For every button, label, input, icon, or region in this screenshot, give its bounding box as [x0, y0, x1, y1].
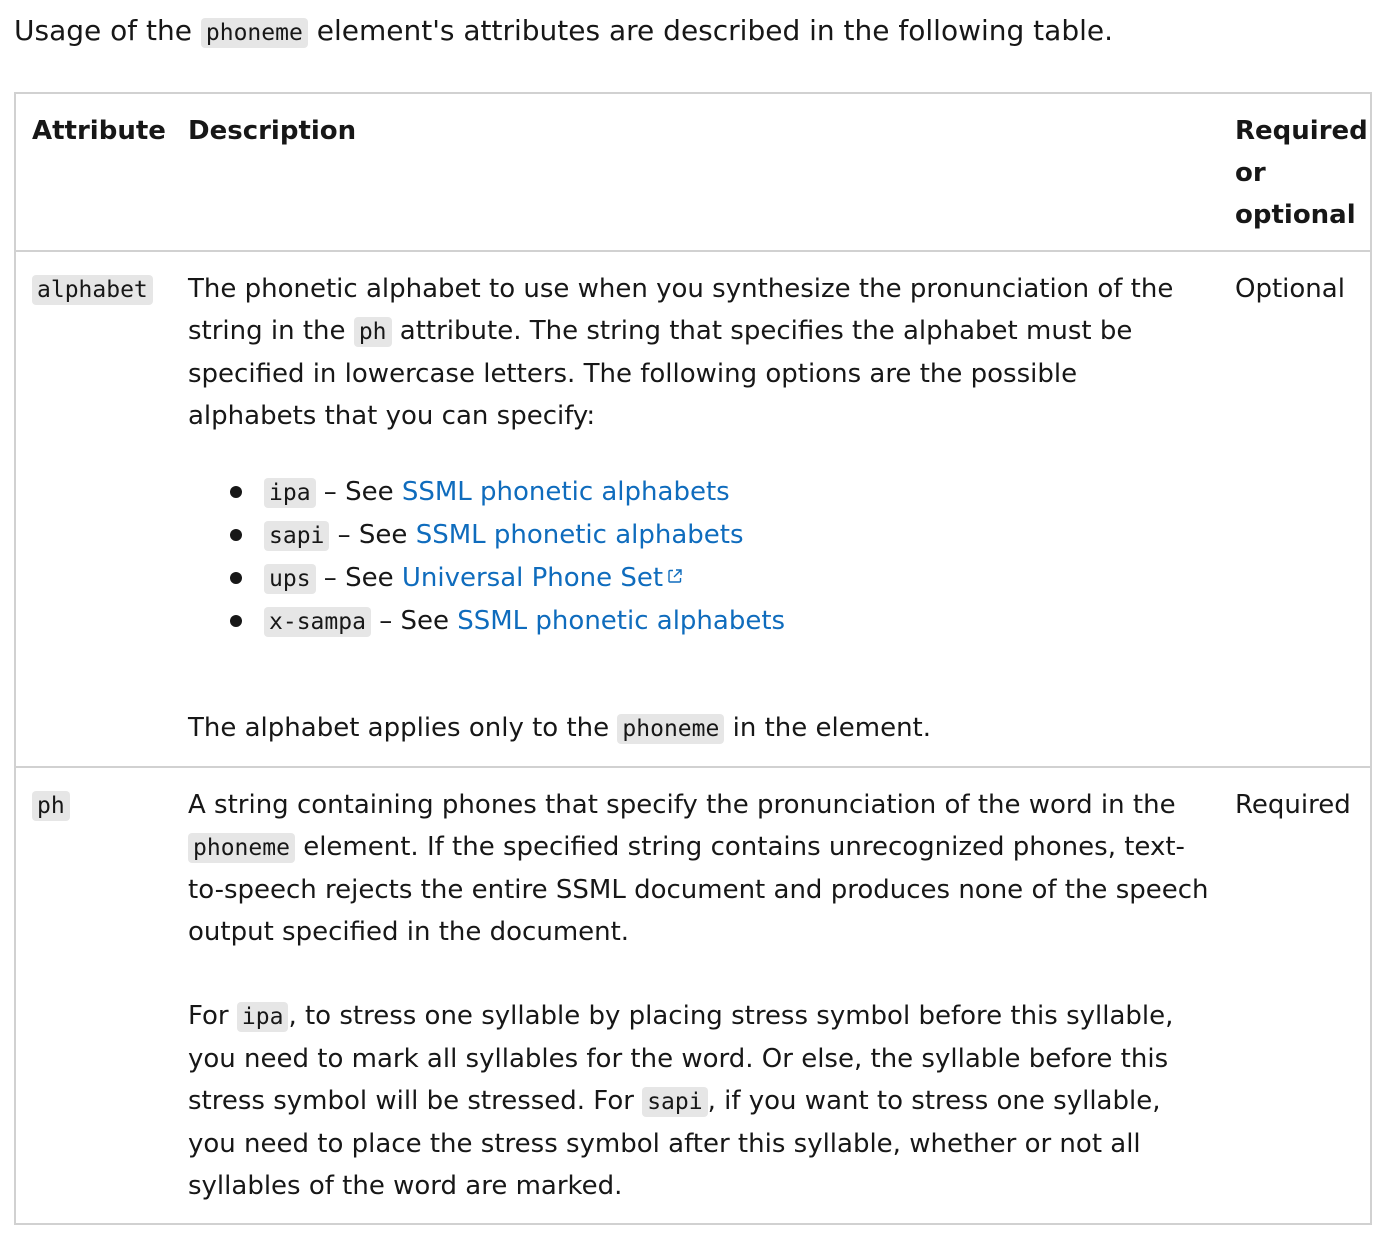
list-item-x-sampa	[264, 600, 1209, 643]
header-attribute: Attribute	[32, 116, 166, 146]
attribute-code-ph: ph	[32, 791, 70, 821]
alphabet-desc2-text-b: in the element.	[732, 713, 932, 743]
table-header-row	[15, 93, 1371, 251]
ph-desc2-text-b: , to stress one syllable by placing stress symbol before this syllable, you need to mark all syllables for the word. Or else, the syllable before this stress symbol will be stressed. For	[188, 1001, 1174, 1116]
table-row-alphabet	[15, 251, 1371, 767]
option-sep-x-sampa: – See	[370, 606, 458, 636]
list-item-ups	[264, 557, 1209, 600]
header-required-line1: Required	[1235, 116, 1368, 146]
link-universal-phone-set[interactable]	[402, 563, 683, 593]
header-required-line2: or	[1235, 158, 1266, 188]
list-item-ipa	[264, 471, 1209, 514]
intro-text-before: Usage of the	[14, 14, 192, 47]
cell-required-ph: Required	[1235, 790, 1351, 820]
header-required-or-optional	[1219, 93, 1371, 251]
link-ssml-phonetic-alphabets-ipa[interactable]: SSML phonetic alphabets	[401, 477, 730, 507]
alphabet-description-p1	[188, 268, 1209, 437]
cell-description-alphabet	[172, 251, 1219, 767]
option-code-ipa: ipa	[264, 478, 316, 508]
option-code-sapi: sapi	[264, 521, 329, 551]
ph-desc-code-phoneme: phoneme	[188, 833, 295, 863]
alphabet-desc-text-b: attribute. The string that specifies the alphabet must be specified in lowercase letters. The following options are the possible alphabets that you can specify:	[188, 316, 1133, 431]
header-required-line3: optional	[1235, 200, 1356, 230]
link-ssml-phonetic-alphabets-x-sampa[interactable]: SSML phonetic alphabets	[457, 606, 786, 636]
ph-description-p2	[188, 995, 1209, 1207]
option-sep-ups: – See	[315, 563, 402, 593]
intro-text-after: element's attributes are described in the following table.	[316, 14, 1113, 47]
option-code-ups: ups	[264, 564, 316, 594]
option-sep-sapi: – See	[329, 520, 416, 550]
ph-desc2-text-c: , if you want to stress one syllable, you need to place the stress symbol after this syllable, whether or not all syllables of the word are marked.	[188, 1086, 1161, 1201]
list-item-sapi	[264, 514, 1209, 557]
ph-desc2-text-a: For	[188, 1001, 229, 1031]
ph-desc-text-b: element. If the specified string contains unrecognized phones, text-to-speech rejects the entire SSML document and produces none of the speech output specified in the document.	[188, 832, 1209, 947]
option-code-x-sampa: x-sampa	[264, 607, 371, 637]
external-link-icon	[667, 568, 683, 584]
header-description: Description	[188, 116, 357, 146]
alphabet-desc-code-ph: ph	[354, 317, 392, 347]
option-sep-ipa: – See	[315, 477, 402, 507]
link-ssml-phonetic-alphabets-sapi[interactable]: SSML phonetic alphabets	[415, 520, 744, 550]
ph-desc2-code-sapi: sapi	[642, 1087, 707, 1117]
alphabet-desc-text-a: The phonetic alphabet to use when you synthesize the pronunciation of the string in the	[188, 274, 1174, 346]
attributes-table	[14, 92, 1372, 1225]
ph-desc2-code-ipa: ipa	[237, 1002, 289, 1032]
ph-desc-text-a: A string containing phones that specify the pronunciation of the word in the	[188, 790, 1176, 820]
intro-paragraph	[14, 10, 1372, 54]
link-universal-phone-set-label: Universal Phone Set	[401, 563, 664, 593]
alphabet-desc2-text-a: The alphabet applies only to the	[188, 713, 610, 743]
alphabet-description-p2	[188, 707, 1209, 750]
alphabet-desc2-code-phoneme: phoneme	[617, 714, 724, 744]
cell-attribute-alphabet	[15, 251, 172, 767]
attribute-code-alphabet: alphabet	[32, 275, 153, 305]
ph-description-p1	[188, 784, 1209, 953]
cell-attribute-ph	[15, 767, 172, 1224]
alphabet-options-list	[188, 471, 1209, 643]
table-row-ph	[15, 767, 1371, 1224]
cell-required-alphabet: Optional	[1235, 274, 1345, 304]
intro-code-phoneme: phoneme	[201, 18, 308, 48]
cell-description-ph	[172, 767, 1219, 1224]
